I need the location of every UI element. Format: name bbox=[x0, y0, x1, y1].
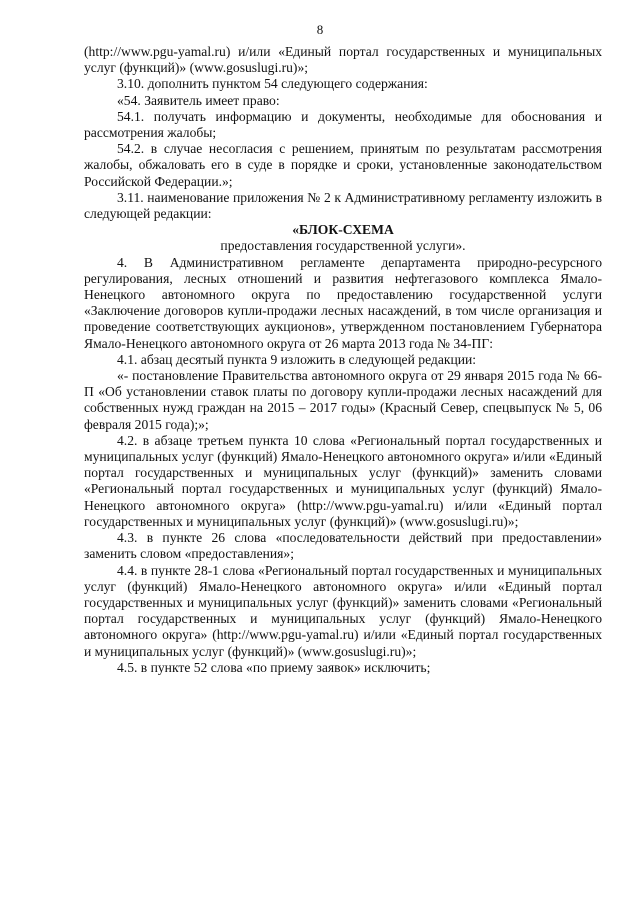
paragraph: 4. В Административном регламенте департамента природно-ресурсного регулирования, лесных отношений и развития нефтегазового комплекса Ямало-Ненецкого автономного округа по предоставлению государственной услуги «Заключение договоров купли-продажи лесных насаждений, в том числе организация и проведение соответствующих аукционов», утвержденном постановлением Губернатора Ямало-Ненецкого автономного округа от 26 марта 2013 года № 34-ПГ: bbox=[84, 254, 602, 351]
paragraph: «- постановление Правительства автономного округа от 29 января 2015 года № 66-П «Об установлении ставок платы по договору купли-продажи лесных насаждений для собственных нужд граждан на 2015 – 2017 годы» (Красный Север, спецвыпуск № 5, 06 февраля 2015 года);»; bbox=[84, 368, 602, 432]
paragraph: 4.4. в пункте 28-1 слова «Региональный портал государственных и муниципальных услуг (функций) Ямало-Ненецкого автономного округа» и/или «Единый портал государственных и муниципальных услуг (функций)» заменить словами «Региональный портал государственных и муниципальных услуг (функций) Ямало-Ненецкого автономного округа» (http://www.pgu-yamal.ru) и/или «Единый портал государственных и муниципальных услуг (функций)» (www.gosuslugi.ru)»; bbox=[84, 562, 602, 659]
paragraph: 54.1. получать информацию и документы, необходимые для обоснования и рассмотрения жалобы; bbox=[84, 108, 602, 141]
page-number: 8 bbox=[316, 22, 324, 37]
paragraph: (http://www.pgu-yamal.ru) и/или «Единый портал государственных и муниципальных услуг (функций)» (www.gosuslugi.ru)»; bbox=[84, 44, 602, 76]
paragraph: 4.2. в абзаце третьем пункта 10 слова «Региональный портал государственных и муниципальных услуг (функций) Ямало-Ненецкого автономного округа» и/или «Единый портал государственных и муниципальных услуг (функций)» заменить словами «Региональный портал государственных и муниципальных услуг (функций) Ямало-Ненецкого автономного округа» (http://www.pgu-yamal.ru) и/или «Единый портал государственных и муниципальных услуг (функций)» (www.gosuslugi.ru)»; bbox=[84, 432, 602, 529]
heading-line: «БЛОК-СХЕМА bbox=[292, 222, 394, 238]
document-body bbox=[84, 44, 602, 676]
paragraph: 3.10. дополнить пунктом 54 следующего содержания: bbox=[117, 76, 428, 92]
heading-line: предоставления государственной услуги». bbox=[220, 238, 466, 254]
paragraph: 54.2. в случае несогласия с решением, принятым по результатам рассмотрения жалобы, обжаловать его в суде в порядке и сроки, установленные законодательством Российской Федерации.»; bbox=[84, 141, 602, 189]
paragraph: 4.1. абзац десятый пункта 9 изложить в следующей редакции: bbox=[117, 351, 477, 367]
paragraph: «54. Заявитель имеет право: bbox=[117, 92, 280, 108]
paragraph: 4.5. в пункте 52 слова «по приему заявок» исключить; bbox=[117, 659, 431, 675]
paragraph: 4.3. в пункте 26 слова «последовательности действий при предоставлении» заменить словом «предоставления»; bbox=[84, 530, 602, 562]
paragraph: 3.11. наименование приложения № 2 к Административному регламенту изложить в следующей редакции: bbox=[84, 189, 602, 222]
